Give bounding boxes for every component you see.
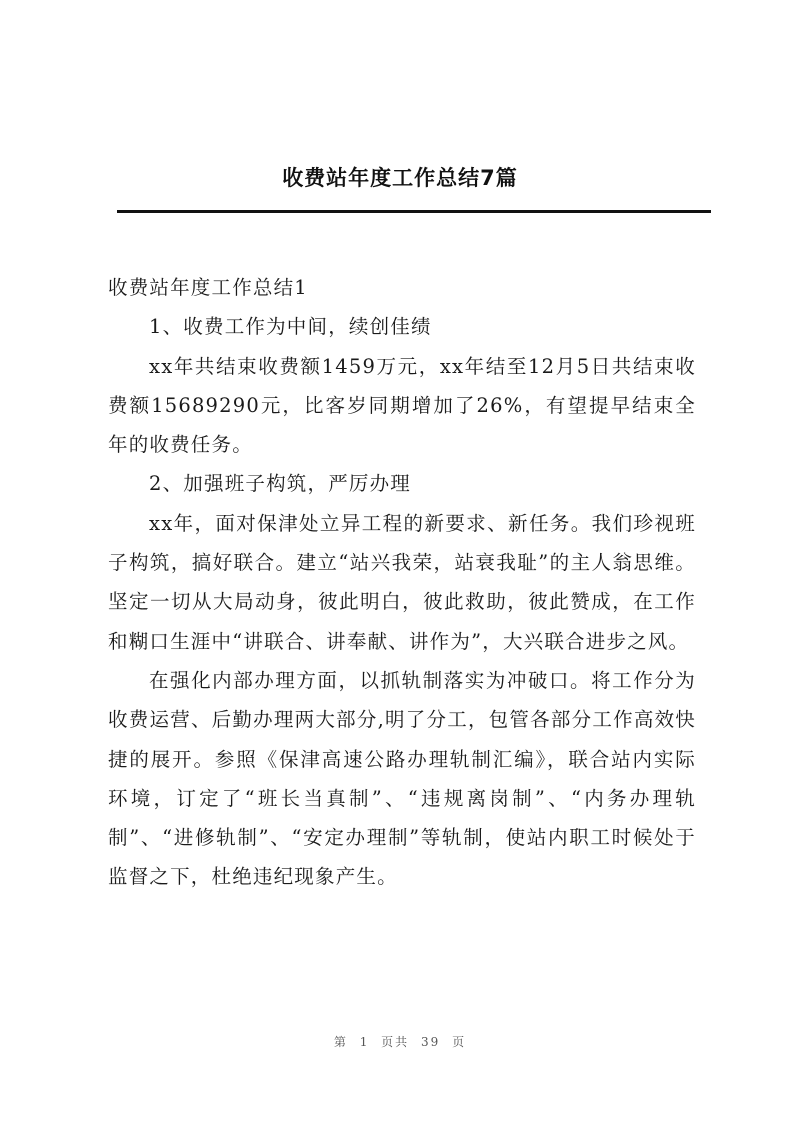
footer-end-label: 页 [452, 1035, 467, 1049]
paragraph-1: xx年共结束收费额1459万元，xx年结至12月5日共结束收费额15689290元，比客岁同期增加了26%，有望提早结束全年的收费任务。 [108, 354, 696, 457]
subheading-1: 1、收费工作为中间，续创佳绩 [149, 315, 432, 339]
footer-total-label: 页共 [381, 1035, 410, 1049]
paragraph-3: 在强化内部办理方面，以抓轨制落实为冲破口。将工作分为收费运营、后勤办理两大部分,明了分工，包管各部分工作高效快捷的展开。参照《保津高速公路办理轨制汇编》，联合站内实际环境，订定了“班长当真制”、“违规离岗制”、“内务办理轨制”、“进修轨制”、“安定办理制”等轨制，使站内职工时候处于监督之下，杜绝违纪现象产生。 [108, 668, 696, 889]
document-title: 收费站年度工作总结7篇 [282, 166, 518, 190]
page-footer [0, 1033, 800, 1050]
paragraph-2: xx年，面对保津处立异工程的新要求、新任务。我们珍视班子构筑，搞好联合。建立“站兴我荣，站衰我耻”的主人翁思维。坚定一切从大局动身，彼此明白，彼此救助，彼此赞成，在工作和糊口生涯中“讲联合、讲奉献、讲作为”，大兴联合进步之风。 [108, 511, 696, 653]
footer-total-pages: 39 [421, 1035, 441, 1049]
subheading-2: 2、加强班子构筑，严厉办理 [149, 472, 412, 496]
section-heading: 收费站年度工作总结1 [108, 276, 308, 299]
footer-current-page: 1 [359, 1035, 370, 1049]
footer-page-label: 第 [333, 1035, 348, 1049]
title-divider [117, 210, 711, 213]
document-body [108, 268, 696, 897]
